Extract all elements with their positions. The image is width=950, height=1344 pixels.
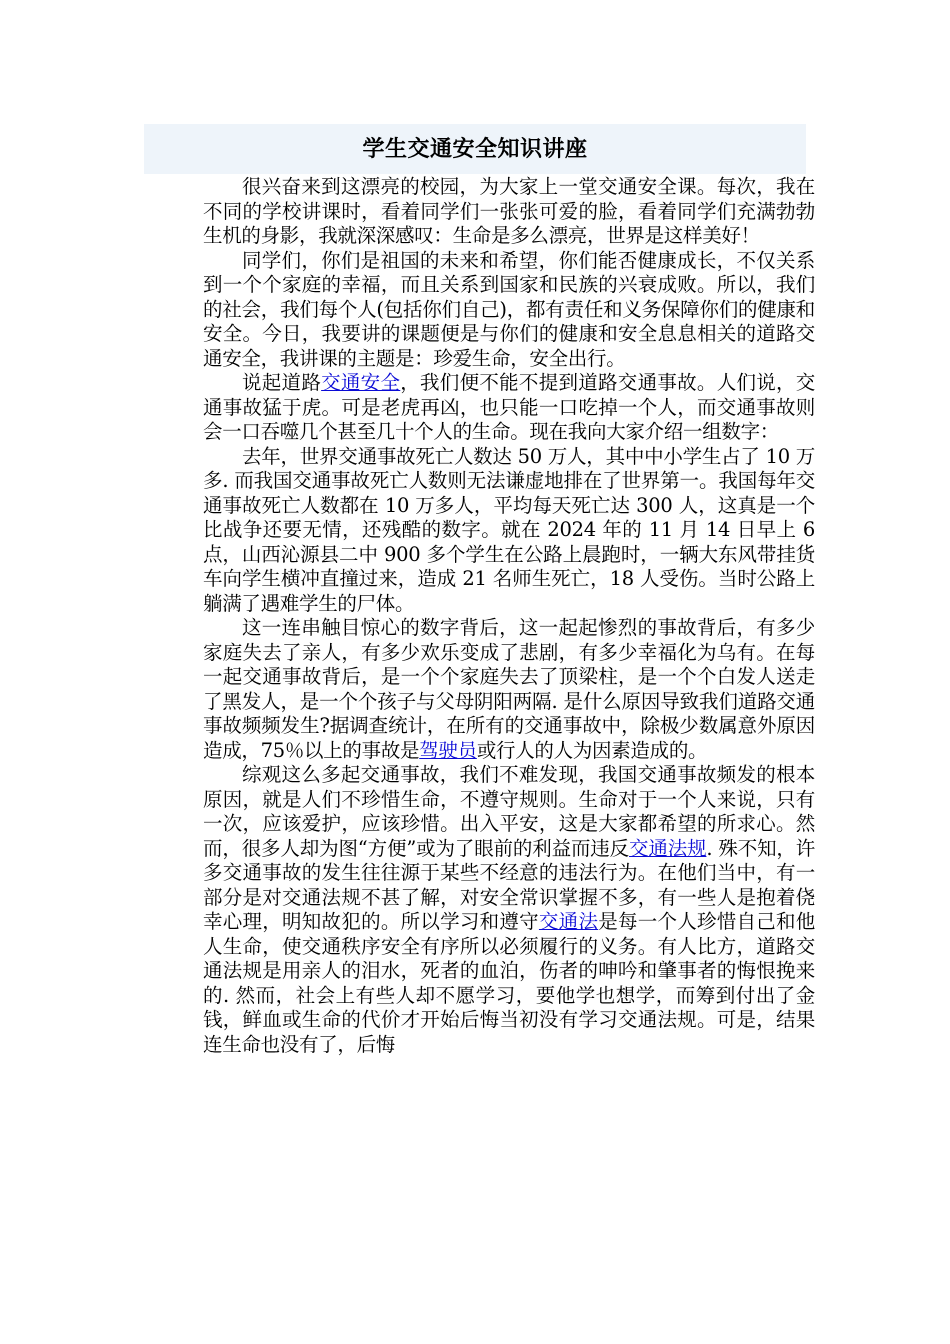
- paragraph-text: 或行人的人为因素造成的。: [476, 738, 708, 762]
- paragraph-text: . 殊不知，许多交通事故的发生往往源于某些不经意的违法行为。在他们当中，有一部分是对交通法规不甚了解，对安全常识掌握不多，有一些人是抱着侥幸心理，明知故犯的。所以学习和遵守: [203, 836, 815, 933]
- inline-link[interactable]: 交通安全: [321, 371, 401, 394]
- document-body: [203, 175, 815, 1057]
- document-title: 学生交通安全知识讲座: [362, 137, 588, 162]
- paragraph: [203, 445, 815, 617]
- paragraph: [203, 763, 815, 1057]
- paragraph-text: ，我们便不能不提到道路交通事故。人们说，交通事故猛于虎。可是老虎再凶，也只能一口吃掉一个人，而交通事故则会一口吞噬几个甚至几十个人的生命。现在我向大家介绍一组数字：: [203, 371, 816, 443]
- inline-link[interactable]: 驾驶员: [419, 738, 477, 762]
- paragraph-text: 同学们，你们是祖国的未来和希望，你们能否健康成长，不仅关系到一个个家庭的幸福，而且关系到国家和民族的兴衰成败。所以，我们的社会，我们每个人(包括你们自己)，都有责任和义务保障你们的健康和安全。今日，我要讲的课题便是与你们的健康和安全息息相关的道路交通安全，我讲课的主题是：珍爱生命，安全出行。: [203, 248, 815, 370]
- paragraph-text: 很兴奋来到这漂亮的校园，为大家上一堂交通安全课。每次，我在不同的学校讲课时，看着同学们一张张可爱的脸，看着同学们充满勃勃生机的身影，我就深深感叹：生命是多么漂亮，世界是这样美好！: [203, 175, 815, 247]
- paragraph-text: 是每一个人珍惜自己和他人生命，使交通秩序安全有序所以必须履行的义务。有人比方，道路交通法规是用亲人的泪水，死者的血泊，伤者的呻吟和肇事者的悔恨挽来的. 然而，社会上有些人却不愿学习，要他学也想学，而筹到付出了金钱，鲜血或生命的代价才开始后悔当初没有学习交通法规。可是，结果连生命也没有了，后悔: [203, 910, 815, 1056]
- paragraph-text: 说起道路: [242, 371, 322, 394]
- paragraph: [203, 175, 815, 249]
- inline-link[interactable]: 交通法规: [629, 836, 707, 860]
- paragraph: [203, 616, 815, 763]
- paragraph-text: 综观这么多起交通事故，我们不难发现，我国交通事故频发的根本原因，就是人们不珍惜生命，不遵守规则。生命对于一个人来说，只有一次，应该爱护，应该珍惜。出入平安，这是大家都希望的所求心。然而，很多人却为图“方便”或为了眼前的利益而违反: [203, 763, 815, 860]
- paragraph: [203, 371, 815, 445]
- paragraph-text: 去年，世界交通事故死亡人数达 50 万人，其中中小学生占了 10 万多. 而我国交通事故死亡人数则无法谦虚地排在了世界第一。我国每年交通事故死亡人数都在 10 万多人，平均每天死亡达 300 人，这真是一个比战争还要无情，还残酷的数字。就在 2024 年的 11 月 14 日早上 6 点，山西沁源县二中 900 多个学生在公路上晨跑时，一辆大东风带挂货车向学生横冲直撞过来，造成 21 名师生死亡，18 人受伤。当时公路上躺满了遇难学生的尸体。: [203, 444, 815, 615]
- inline-link[interactable]: 交通法: [538, 910, 599, 933]
- paragraph-text: 这一连串触目惊心的数字背后，这一起起惨烈的事故背后，有多少家庭失去了亲人，有多少欢乐变成了悲剧，有多少幸福化为乌有。在每一起交通事故背后，是一个个家庭失去了顶梁柱，是一个个白发人送走了黑发人，是一个个孩子与父母阴阳两隔. 是什么原因导致我们道路交通事故频频发生?据调查统计，在所有的交通事故中，除极少数属意外原因造成，75％以上的事故是: [203, 616, 815, 762]
- paragraph: [203, 249, 815, 372]
